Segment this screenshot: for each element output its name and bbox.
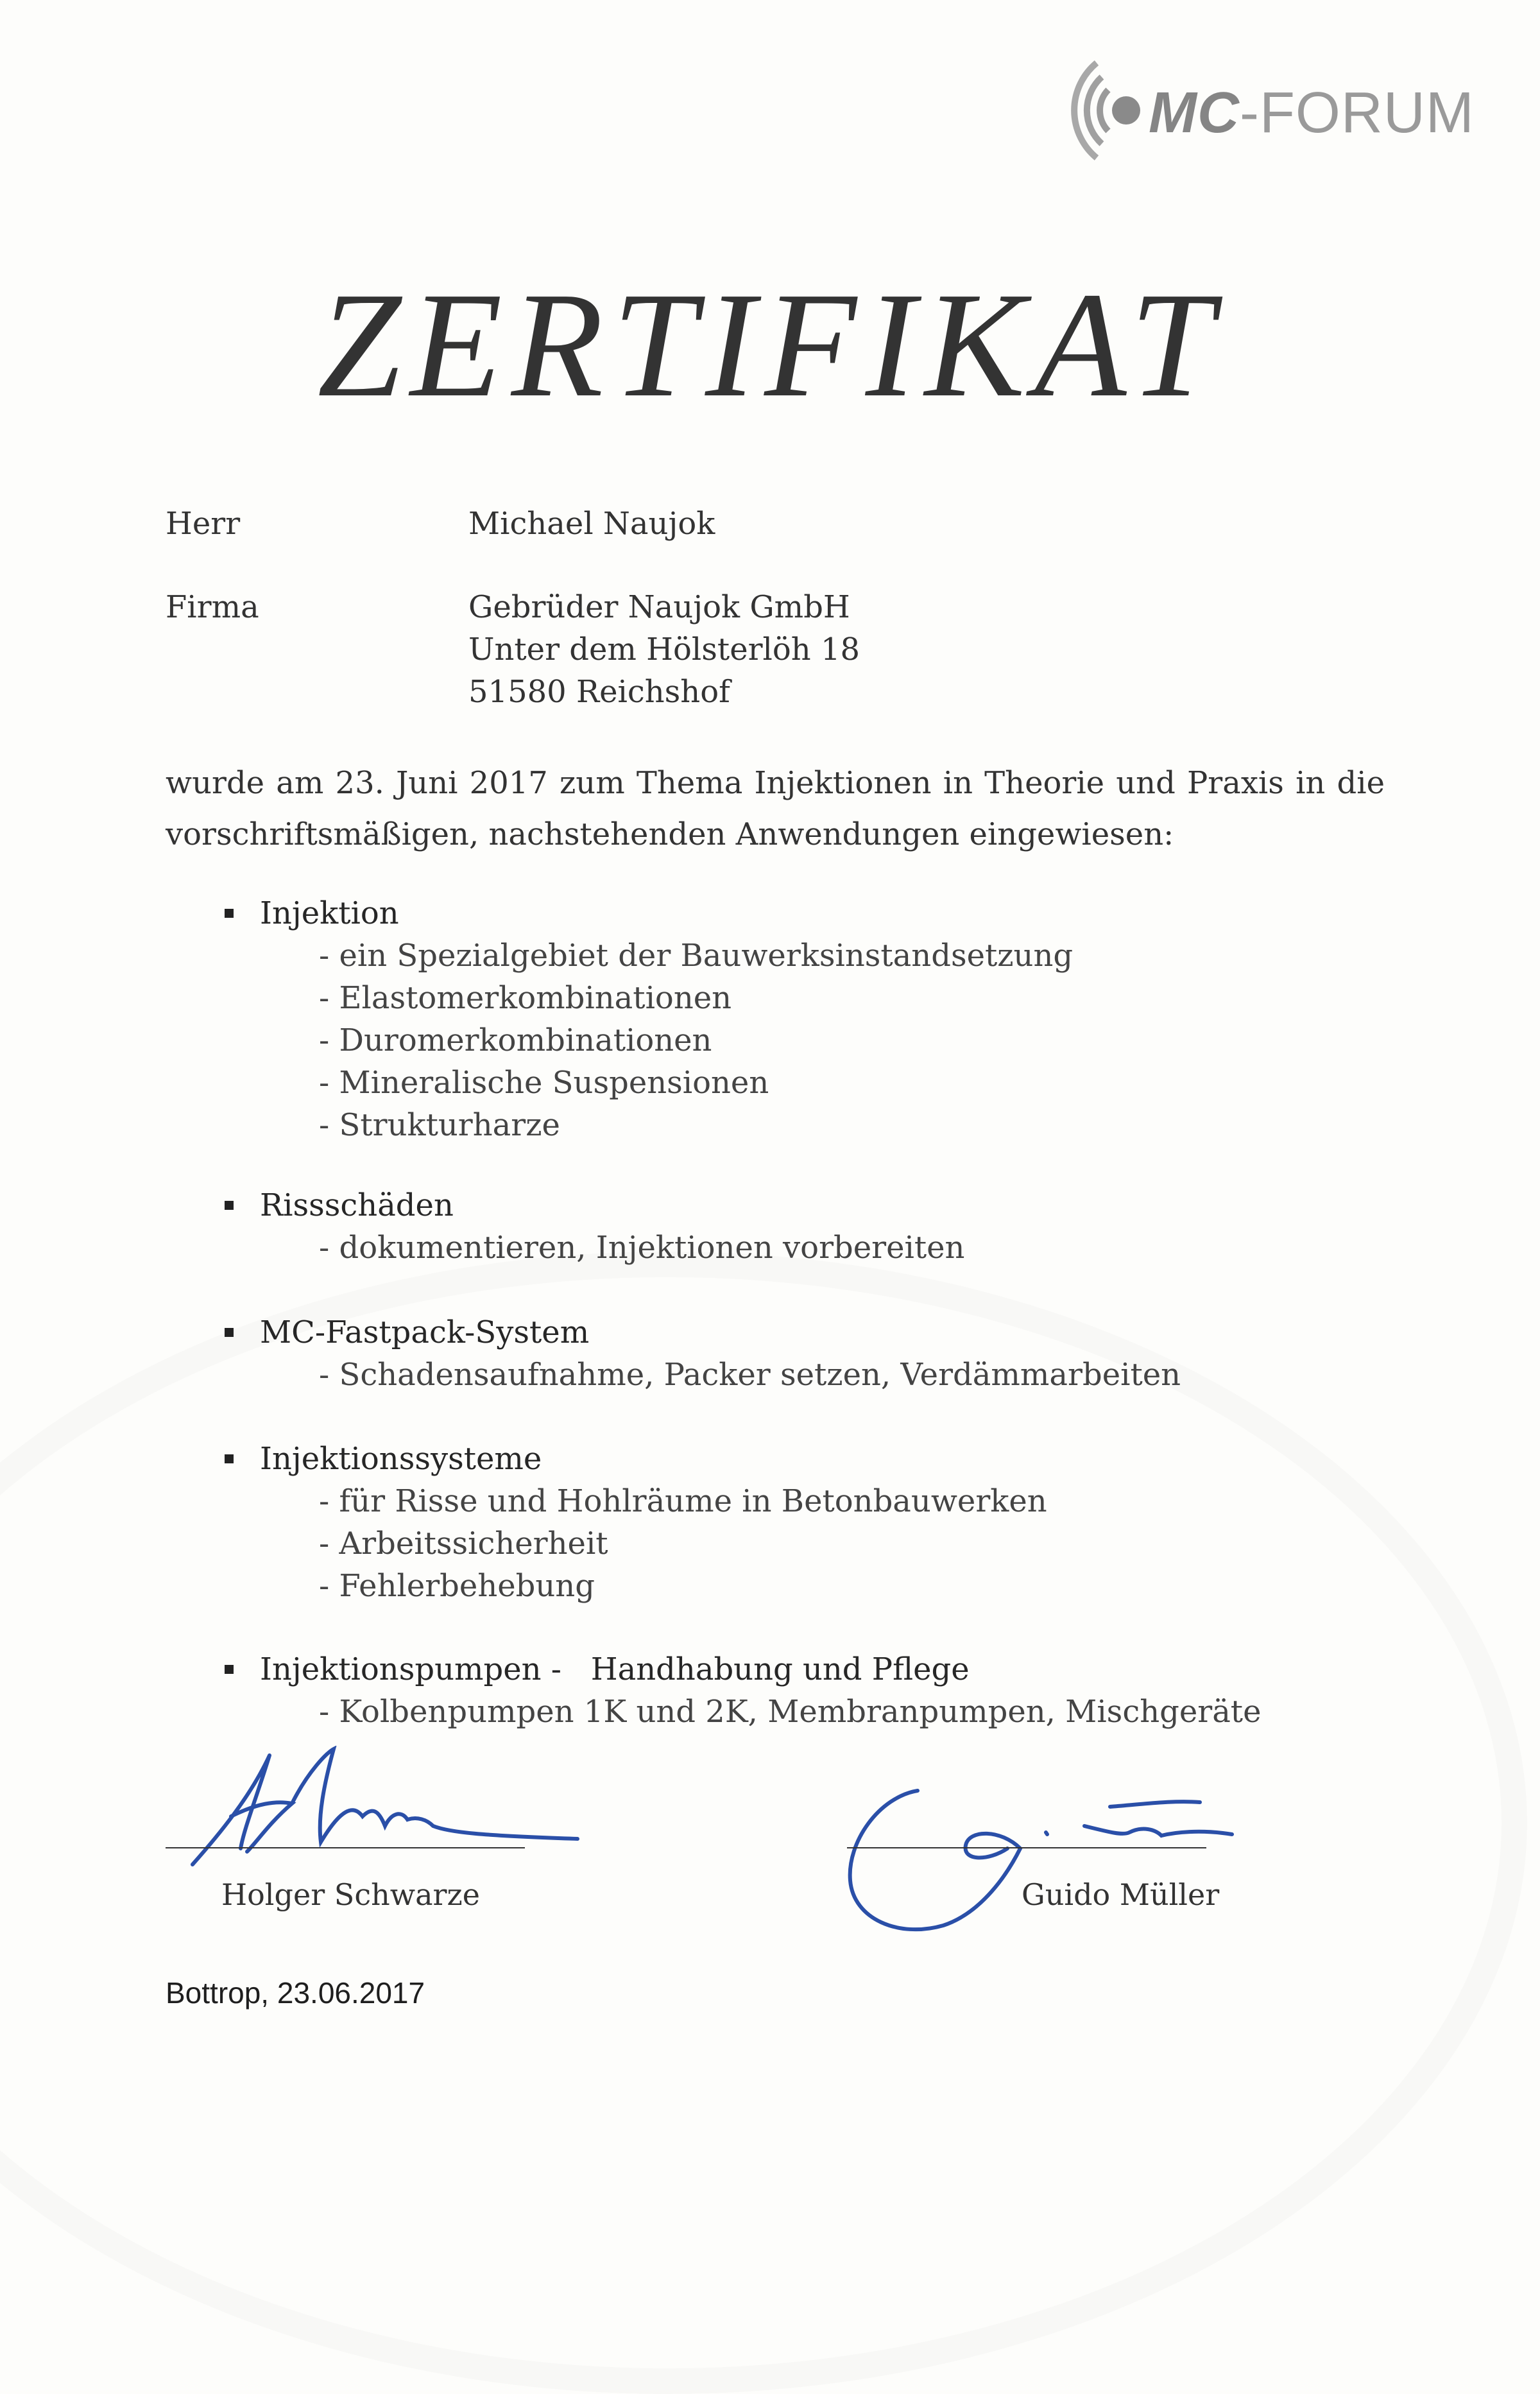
topic-injektion: [260, 892, 1073, 1146]
intro-paragraph: wurde am 23. Juni 2017 zum Thema Injektionen in Theorie und Praxis in die vorschriftsmäßigen, nachstehenden Anwendungen eingewiesen:: [166, 765, 1385, 852]
topic-injektionspumpen: [260, 1648, 1262, 1733]
topic-item: - Arbeitssicherheit: [319, 1526, 608, 1562]
bullet-icon: [225, 1328, 234, 1337]
bullet-icon: [225, 1665, 234, 1674]
bullet-icon: [225, 1454, 234, 1463]
logo-text: MC-FORUM: [1149, 81, 1475, 145]
topic-item: - dokumentieren, Injektionen vorbereiten: [319, 1230, 965, 1266]
topic-fastpack: [260, 1311, 1181, 1396]
company-label: Firma: [166, 589, 259, 625]
topic-injektionssysteme: [260, 1438, 1047, 1607]
company-street: Unter dem Hölsterlöh 18: [468, 632, 860, 667]
signatory-left-name: Holger Schwarze: [221, 1877, 480, 1912]
certificate-title: ZERTIFIKAT: [317, 261, 1223, 428]
mc-forum-logo: [1068, 51, 1475, 180]
topic-title: Injektionspumpen - Handhabung und Pflege: [260, 1651, 970, 1687]
topic-item: - Kolbenpumpen 1K und 2K, Membranpumpen, Mischgeräte: [319, 1694, 1262, 1730]
topic-item: - für Risse und Hohlräume in Betonbauwerken: [319, 1483, 1047, 1519]
bullet-icon: [225, 1201, 234, 1210]
signature-line-right: [847, 1847, 1206, 1848]
topic-item: - Fehlerbehebung: [319, 1568, 595, 1604]
topic-item: - Mineralische Suspensionen: [319, 1065, 769, 1101]
place-date: Bottrop, 23.06.2017: [166, 1976, 425, 2010]
company-city: 51580 Reichshof: [468, 674, 730, 710]
topic-rissschaeden: [260, 1184, 964, 1269]
topic-item: - Elastomerkombinationen: [319, 980, 732, 1016]
topic-item: - Strukturharze: [319, 1107, 560, 1143]
logo-wave-icon: [1068, 51, 1158, 180]
salutation-label: Herr: [166, 506, 241, 542]
topic-item: - ein Spezialgebiet der Bauwerksinstandsetzung: [319, 938, 1074, 974]
topic-title: Injektion: [260, 895, 399, 931]
topic-title: MC-Fastpack-System: [260, 1314, 590, 1350]
recipient-name: Michael Naujok: [468, 506, 715, 542]
bullet-icon: [225, 909, 234, 918]
signatory-right-name: Guido Müller: [1022, 1877, 1220, 1912]
topic-item: - Duromerkombinationen: [319, 1022, 712, 1058]
topic-title: Rissschäden: [260, 1187, 454, 1223]
topic-item: - Schadensaufnahme, Packer setzen, Verdämmarbeiten: [319, 1357, 1181, 1393]
company-name: Gebrüder Naujok GmbH: [468, 589, 850, 625]
signature-right: [841, 1771, 1161, 1938]
signature-line-left: [166, 1847, 525, 1848]
topic-title: Injektionssysteme: [260, 1441, 542, 1477]
